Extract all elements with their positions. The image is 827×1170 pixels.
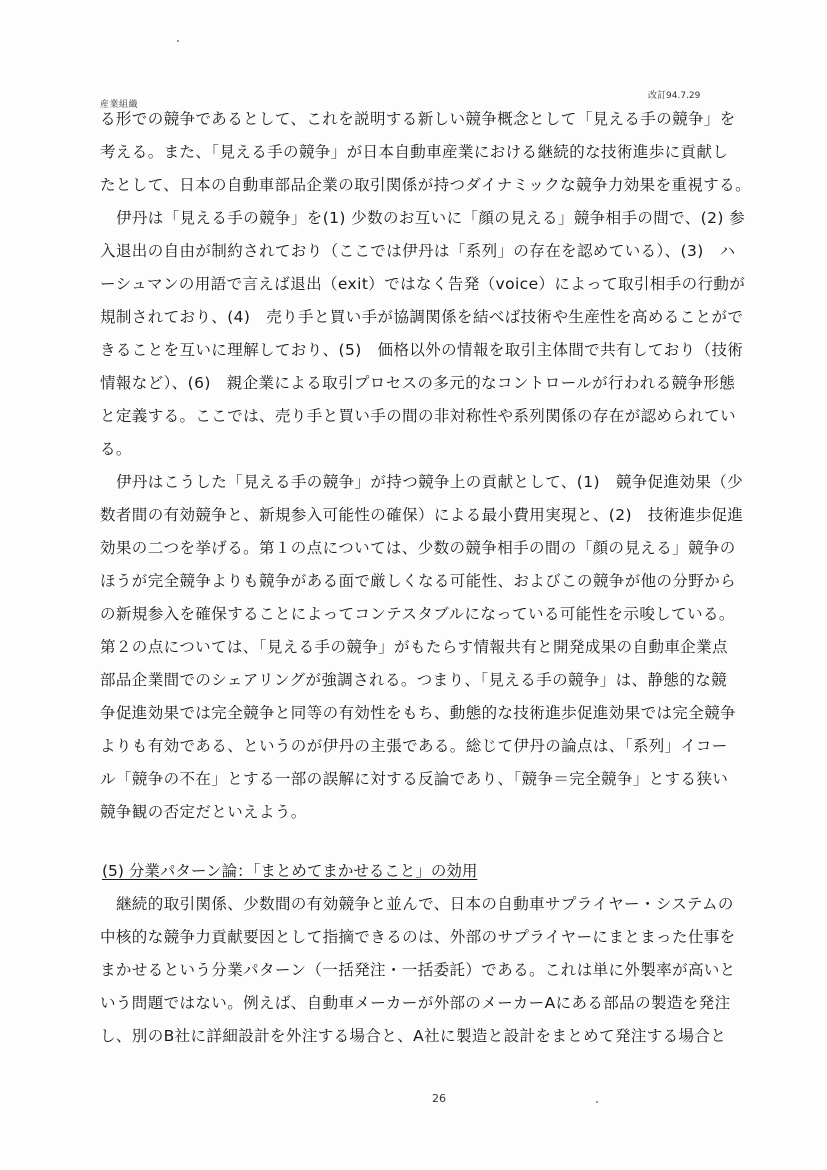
- text-line: 規制されており、(4) 売り手と買い手が協調関係を結べば技術や生産性を高めることがで: [100, 308, 744, 326]
- text-line: ル「競争の不在」とする一部の誤解に対する反論であり、「競争＝完全競争」とする狭い: [100, 770, 729, 788]
- page-number: 26: [432, 1092, 446, 1105]
- text-line: 効果の二つを挙げる。第１の点については、少数の競争相手の間の「顔の見える」競争の: [100, 539, 736, 557]
- paragraph-4: [100, 888, 786, 1053]
- text-line: 伊丹は「見える手の競争」を(1) 少数のお互いに「顔の見える」競争相手の間で、(2) 参: [116, 209, 746, 227]
- text-line: 情報など）、(6) 親企業による取引プロセスの多元的なコントロールが行われる競争形態: [100, 374, 736, 392]
- paragraph-1: [100, 103, 786, 202]
- text-line: る。: [100, 440, 132, 458]
- scan-speck: [177, 40, 179, 42]
- text-line: る形での競争であるとして、これを説明する新しい競争概念として「見える手の競争」を: [100, 110, 736, 128]
- text-line: きることを互いに理解しており、(5) 価格以外の情報を取引主体間で共有しており（技術: [100, 341, 744, 359]
- text-line: 入退出の自由が制約されており（ここでは伊丹は「系列」の存在を認めている）、(3) ハ: [100, 242, 736, 260]
- body-text: [100, 103, 786, 1053]
- header-revision-date: 改訂94.7.29: [648, 91, 701, 101]
- text-line: 中核的な競争力貢献要因として指摘できるのは、外部のサプライヤーにまとまった仕事を: [100, 928, 736, 946]
- scan-speck: [596, 1101, 598, 1103]
- paragraph-3: [100, 466, 786, 829]
- text-line: 伊丹はこうした「見える手の競争」が持つ競争上の貢献として、(1) 競争促進効果（少: [116, 473, 744, 491]
- text-line: 部品企業間でのシェアリングが強調される。つまり、「見える手の競争」は、静態的な競: [100, 671, 728, 689]
- text-line: 第２の点については、「見える手の競争」がもたらす情報共有と開発成果の自動車企業点: [100, 638, 728, 656]
- text-line: 競争観の否定だといえよう。: [100, 803, 307, 821]
- section-gap: [106, 829, 786, 855]
- text-line: 数者間の有効競争と、新規参入可能性の確保）による最小費用実現と、(2) 技術進歩促進: [100, 506, 744, 524]
- text-line: 継続的取引関係、少数間の有効競争と並んで、日本の自動車サプライヤー・システムの: [116, 895, 734, 913]
- text-line: と定義する。ここでは、売り手と買い手の間の非対称性や系列関係の存在が認められてい: [100, 407, 737, 425]
- text-line: ーシュマンの用語で言えば退出（exit）ではなく告発（voice）によって取引相手の行動が: [100, 275, 746, 293]
- text-line: 考える。また、「見える手の競争」が日本自動車産業における継続的な技術進歩に貢献し: [100, 143, 729, 161]
- section-heading: (5) 分業パターン論：「まとめてまかせること」の効用: [102, 862, 478, 880]
- text-line: 争促進効果では完全競争と同等の有効性をもち、動態的な技術進歩促進効果では完全競争: [100, 704, 737, 722]
- text-line: よりも有効である、というのが伊丹の主張である。総じて伊丹の論点は、「系列」イコー: [100, 737, 728, 755]
- text-line: し、別のB社に詳細設計を外注する場合と、A社に製造と設計をまとめて発注する場合と: [100, 1027, 727, 1045]
- header-left-label: 産業組織: [100, 100, 139, 110]
- paragraph-2: [100, 202, 786, 466]
- text-line: たとして、日本の自動車部品企業の取引関係が持つダイナミックな競争力効果を重視する。: [100, 176, 751, 194]
- text-line: まかせるという分業パターン（一括発注・一括委託）である。これは単に外製率が高いと: [100, 961, 736, 979]
- text-line: いう問題ではない。例えば、自動車メーカーが外部のメーカーAにある部品の製造を発注: [100, 994, 731, 1012]
- text-line: の新規参入を確保することによってコンテスタブルになっている可能性を示唆している。: [100, 605, 735, 623]
- text-line: ほうが完全競争よりも競争がある面で厳しくなる可能性、およびこの競争が他の分野から: [100, 572, 737, 590]
